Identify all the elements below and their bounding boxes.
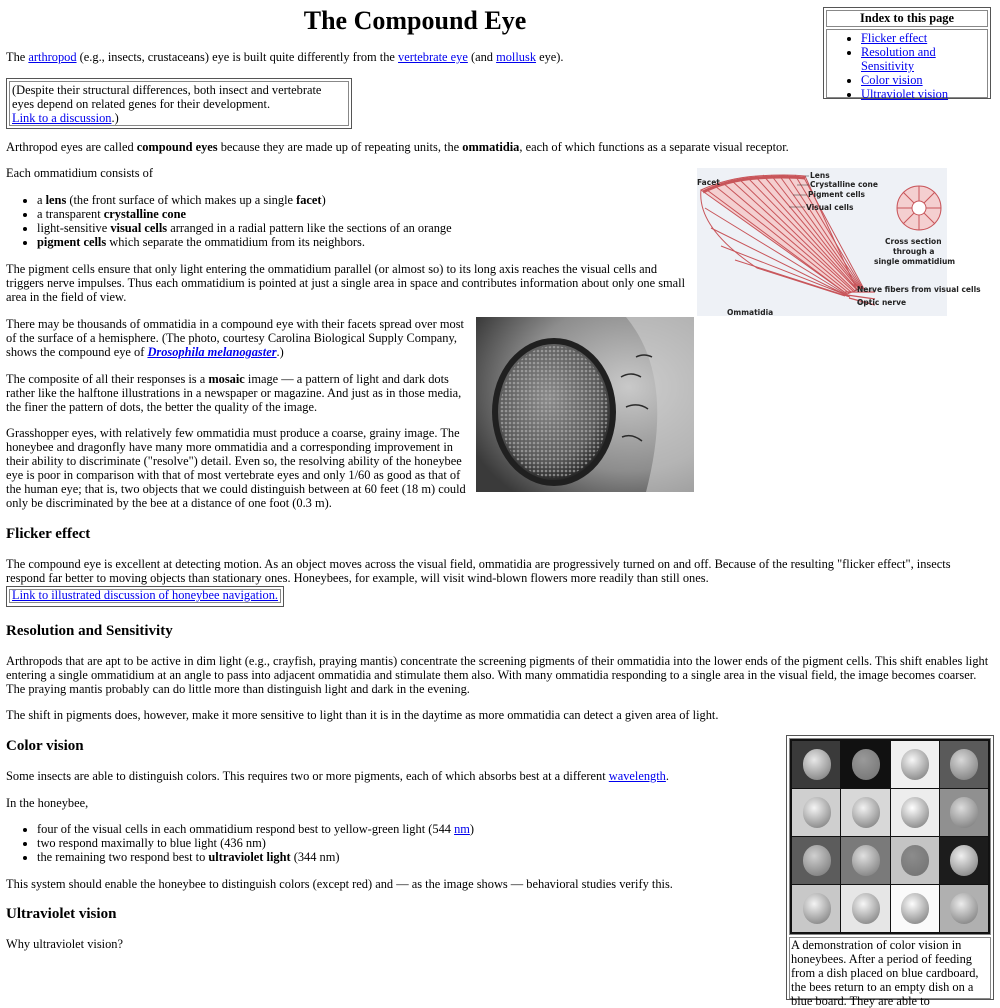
vertebrate-eye-link[interactable]: vertebrate eye — [398, 50, 468, 64]
ommatidium-diagram — [697, 168, 981, 317]
grid-cell — [792, 741, 840, 788]
honeybee-pigment-list — [6, 822, 807, 864]
grid-cell — [792, 789, 840, 836]
honeybee-photo-grid — [789, 738, 991, 935]
flicker-paragraph: The compound eye is excellent at detecting motion. As an object moves across the visual field, ommatidia are progressively turned on and off. Because of the resulting "flicker effect", insects respond far better to moving objects than stationary ones. Honeybees, for example, will visit wind-blown flowers more readily than still ones. — [6, 557, 951, 585]
feeding-dish — [901, 893, 929, 923]
list-item: • four of the visual cells in each ommatidium respond best to yellow-green light (544 nm) — [37, 822, 807, 836]
feeding-dish — [852, 893, 880, 923]
nm-link[interactable]: nm — [454, 822, 470, 836]
resolution-heading: Resolution and Sensitivity — [6, 623, 173, 639]
color-paragraph-2: In the honeybee, — [6, 796, 89, 810]
honeybee-navigation-link[interactable]: Link to illustrated discussion of honeybee navigation. — [12, 588, 279, 602]
label-facet: Facet — [697, 178, 720, 187]
grid-cell — [891, 837, 939, 884]
list-item: • a transparent crystalline cone — [37, 207, 717, 221]
page-title: The Compound Eye — [303, 6, 527, 35]
color-vision-heading: Color vision — [6, 738, 84, 754]
cross-section — [897, 186, 941, 230]
thousands-paragraph: There may be thousands of ommatidia in a compound eye with their facets spread over most of the surface of a hemisphere. (The photo, courtesy Carolina Biological Supply Company, shows the compound eye of Drosophila melanogaster.) — [6, 317, 464, 359]
index-link-ultraviolet[interactable]: Ultraviolet vision — [861, 87, 949, 101]
label-through-a: through a — [893, 247, 935, 256]
grid-cell — [940, 885, 988, 932]
index-link-resolution[interactable]: Resolution and Sensitivity — [861, 45, 936, 73]
index-item — [861, 87, 987, 101]
index-heading: Index to this page — [826, 10, 988, 27]
feeding-dish — [852, 749, 880, 779]
mosaic-paragraph: The composite of all their responses is a mosaic image — a pattern of light and dark dots rather like the halftone illustrations in a newspaper or magazine. And just as in those media, the finer the pattern of dots, the better the quality of the image. — [6, 372, 462, 414]
grid-cell — [891, 789, 939, 836]
label-pigment-cells: Pigment cells — [808, 190, 866, 199]
navigation-link-box — [6, 586, 284, 607]
intro-paragraph: The arthropod (e.g., insects, crustaceans) eye is built quite differently from the vertebrate eye (and mollusk eye). — [6, 50, 564, 64]
feeding-dish — [852, 845, 880, 875]
index-link-flicker[interactable]: Flicker effect — [861, 31, 928, 45]
label-optic-nerve: Optic nerve — [857, 298, 907, 307]
color-paragraph-3: This system should enable the honeybee to distinguish colors (except red) and — as the image shows — behavioral studies verify this. — [6, 877, 673, 891]
label-lens: Lens — [810, 171, 830, 180]
feeding-dish — [803, 845, 831, 875]
label-visual-cells: Visual cells — [806, 203, 854, 212]
feeding-dish — [950, 845, 978, 875]
grid-cell — [841, 885, 889, 932]
index-item — [861, 73, 987, 87]
resolution-paragraph-2: The shift in pigments does, however, make it more sensitive to light than it is in the daytime as more ommatidia can detect a given area of light. — [6, 708, 719, 722]
list-item: • the remaining two respond best to ultraviolet light (344 nm) — [37, 850, 807, 864]
discussion-link[interactable]: Link to a discussion — [12, 111, 112, 125]
feeding-dish — [950, 893, 978, 923]
feeding-dish — [901, 797, 929, 827]
feeding-dish — [950, 797, 978, 827]
list-item: • pigment cells which separate the ommatidium from its neighbors. — [37, 235, 717, 249]
color-paragraph-1: Some insects are able to distinguish colors. This requires two or more pigments, each of which absorbs best at a different wavelength. — [6, 769, 669, 783]
feeding-dish — [803, 893, 831, 923]
grid-cell — [891, 885, 939, 932]
mollusk-link[interactable]: mollusk — [496, 50, 537, 64]
feeding-dish — [803, 797, 831, 827]
feeding-dish — [901, 845, 929, 875]
label-cross-section: Cross section — [885, 237, 942, 246]
ultraviolet-heading: Ultraviolet vision — [6, 906, 117, 922]
genes-note-box: (Despite their structural differences, both insect and vertebrate eyes depend on related genes for their development. Link to a discussion.) — [6, 78, 352, 129]
list-item: • two respond maximally to blue light (436 nm) — [37, 836, 807, 850]
ommatidium-parts-list — [6, 193, 717, 249]
grid-cell — [792, 885, 840, 932]
grid-cell — [891, 741, 939, 788]
arthropod-link[interactable]: arthropod — [28, 50, 77, 64]
grid-cell — [792, 837, 840, 884]
label-single-ommatidium: single ommatidium — [874, 257, 956, 266]
feeding-dish — [950, 749, 978, 779]
honeybee-color-figure — [786, 735, 994, 1008]
list-item: • a lens (the front surface of which makes up a single facet) — [37, 193, 717, 207]
grasshopper-paragraph: Grasshopper eyes, with relatively few ommatidia must produce a coarse, grainy image. The honeybee and dragonfly have many more ommatidia and a corresponding improvement in their ability to discriminate ("resolve") detail. Even so, the resolving ability of the honeybee eye is poor in comparison with that of most vertebrate eyes and only 1/60 as good as that of the human eye; that is, two objects that we could distinguish between at 60 feet (18 m) could only be discriminated by the bee at a distance of one foot (0.3 m). — [6, 426, 466, 510]
pigment-paragraph: The pigment cells ensure that only light entering the ommatidium parallel (or almost so) to its long axis reaches the visual cells and triggers nerve impulses. Thus each ommatidium is pointed at just a single area in space and contributes information about only one small area in the field of view. — [6, 262, 686, 304]
page-index — [823, 7, 991, 99]
list-item: • light-sensitive visual cells arranged in a radial pattern like the sections of an orange — [37, 221, 717, 235]
feeding-dish — [901, 749, 929, 779]
compound-eyes-paragraph: Arthropod eyes are called compound eyes because they are made up of repeating units, the ommatidia, each of which functions as a separate visual receptor. — [6, 140, 789, 154]
label-nerve-fibers: Nerve fibers from visual cells — [857, 285, 981, 294]
grid-cell — [841, 837, 889, 884]
flicker-heading: Flicker effect — [6, 526, 91, 542]
index-item — [861, 31, 987, 45]
grid-cell — [841, 741, 889, 788]
index-list — [827, 31, 987, 101]
index-link-color[interactable]: Color vision — [861, 73, 923, 87]
feeding-dish — [803, 749, 831, 779]
grid-cell — [940, 837, 988, 884]
resolution-paragraph-1: Arthropods that are apt to be active in dim light (e.g., crayfish, praying mantis) concentrate the screening pigments of their ommatidia into the lower ends of the pigment cells. This shift enables light entering a single ommatidium at an angle to pass into adjacent ommatidia and stimulate them also. With many ommatidia responding to a single area in the visual field, the image becomes coarser. The praying mantis probably can do little more than distinguish light and dark in the evening. — [6, 654, 989, 696]
drosophila-link[interactable]: Drosophila melanogaster — [147, 345, 277, 359]
honeybee-figure-caption: A demonstration of color vision in honeybees. After a period of feeding from a dish placed on blue cardboard, the bees return to an empty dish on a blue board. They are able to — [789, 937, 991, 999]
grid-cell — [940, 741, 988, 788]
index-item — [861, 45, 987, 73]
feeding-dish — [852, 797, 880, 827]
ultraviolet-paragraph: Why ultraviolet vision? — [6, 937, 123, 951]
genes-note-text: (Despite their structural differences, both insect and vertebrate eyes depend on related genes for their development. — [12, 83, 322, 111]
grid-cell — [841, 789, 889, 836]
wavelength-link[interactable]: wavelength — [608, 769, 666, 783]
drosophila-eye-photo — [476, 317, 694, 492]
grid-cell — [940, 789, 988, 836]
label-ommatidia: Ommatidia — [727, 308, 774, 317]
label-crystalline-cone: Crystalline cone — [810, 180, 878, 189]
consists-text: Each ommatidium consists of — [6, 166, 153, 180]
